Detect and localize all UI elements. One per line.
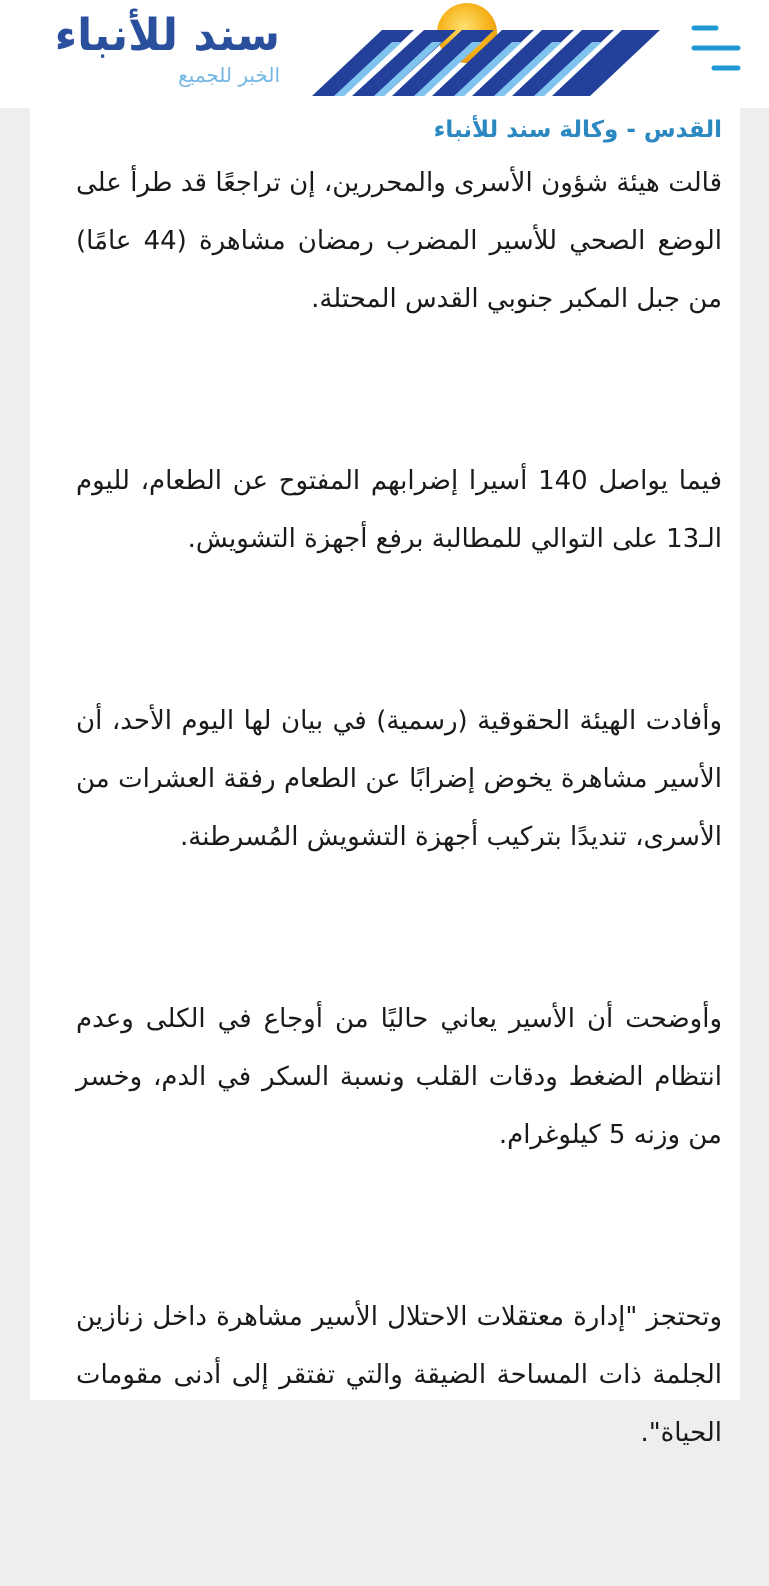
logo-tagline: الخبر للجميع — [178, 63, 280, 87]
article-dateline: القدس - وكالة سند للأنباء — [433, 117, 722, 143]
site-header — [0, 0, 769, 108]
article-paragraph: وتحتجز "إدارة معتقلات الاحتلال الأسير مشاهرة داخل زنازين الجلمة ذات المساحة الضيقة والتي تفتقر إلى أدنى مقومات الحياة". — [76, 1302, 722, 1448]
article-paragraph: وأوضحت أن الأسير يعاني حاليًا من أوجاع في الكلى وعدم انتظام الضغط ودقات القلب ونسبة السكر في الدم، وخسر من وزنه 5 كيلوغرام. — [76, 1004, 722, 1150]
article-body — [30, 108, 740, 1448]
article-paragraph: وأفادت الهيئة الحقوقية (رسمية) في بيان لها اليوم الأحد، أن الأسير مشاهرة يخوض إضرابًا عن الطعام رفقة العشرات من الأسرى، تنديدًا بتركيب أجهزة التشويش المُسرطنة. — [76, 706, 722, 852]
logo-name: سند للأنباء — [54, 10, 280, 61]
logo-mark-icon[interactable] — [312, 0, 664, 104]
article-paragraph: فيما يواصل 140 أسيرا إضرابهم المفتوح عن الطعام، لليوم الـ13 على التوالي للمطالبة برفع أجهزة التشويش. — [76, 466, 722, 554]
logo-text[interactable] — [40, 10, 280, 98]
article-paragraph: قالت هيئة شؤون الأسرى والمحررين، إن تراجعًا قد طرأ على الوضع الصحي للأسير المضرب رمضان مشاهرة (44 عامًا) من جبل المكبر جنوبي القدس المحتلة. — [76, 168, 722, 314]
menu-icon[interactable] — [690, 22, 744, 78]
article-content — [76, 108, 722, 1586]
